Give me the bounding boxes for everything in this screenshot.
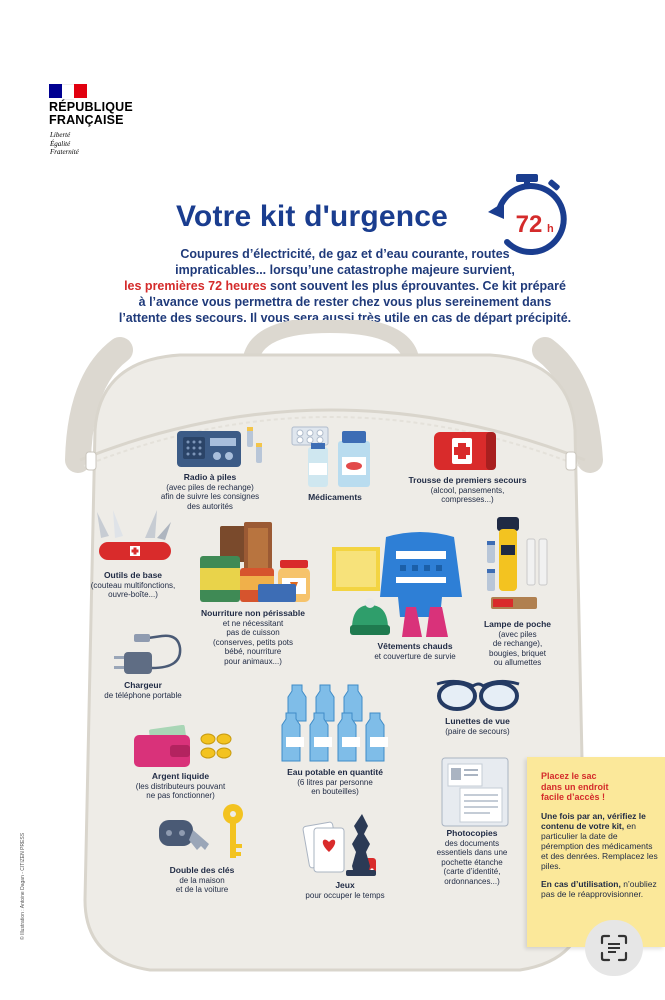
reminder-note — [527, 757, 665, 947]
item-meds: Médicaments — [308, 492, 362, 502]
flashlight-icon — [483, 515, 553, 615]
item-cash: Argent liquide (les distributeurs pouvant ne pas fonctionner) — [135, 771, 226, 800]
timer-value: 72 — [515, 211, 543, 238]
phone-charger-icon — [112, 628, 187, 678]
item-charger: Chargeur de téléphone portable — [104, 680, 182, 700]
item-tools: Outils de base (couteau multifonctions, ouvre-boîte...) — [90, 570, 176, 599]
document-copies-icon — [440, 754, 512, 829]
radio-icon — [175, 425, 265, 470]
scan-text-icon — [599, 933, 629, 963]
scan-text-button[interactable] — [585, 920, 643, 976]
games-icon — [302, 812, 387, 880]
canned-food-icon — [198, 520, 313, 605]
illustration-credit: © Illustration : Antoine Dagan - CITIZEN PRESS — [20, 832, 26, 940]
page-title: Votre kit d'urgence — [175, 200, 449, 233]
logo-wordmark: RÉPUBLIQUE FRANÇAISE — [49, 100, 133, 127]
first-aid-kit-icon — [432, 428, 502, 473]
note-paragraph-2: En cas d’utilisation, n’oubliez pas de le réapprovisionner. — [541, 878, 657, 899]
republique-flag — [49, 84, 87, 98]
note-heading: Placez le sac dans un endroit facile d’accès ! — [541, 771, 609, 802]
keys-icon — [155, 800, 250, 865]
cash-wallet-icon — [130, 725, 240, 770]
item-radio: Radio à piles (avec piles de rechange) afin de suivre les consignes des autorités — [160, 472, 260, 511]
timer-unit: h — [547, 223, 554, 235]
item-clothes: Vêtements chauds et couverture de survie — [374, 641, 456, 661]
note-paragraph-1: Une fois par an, vérifiez le contenu de votre kit, en particulier la date de péremption des médicaments et des denrées. Remplacez les piles. — [541, 810, 658, 871]
glasses-icon — [433, 676, 523, 712]
intro-text: Coupures d’électricité, de gaz et d’eau courante, routes impraticables... lorsqu’une catastrophe majeure survient, les premières 72 heures sont souvent les plus éprouvantes. Ce kit préparé à l’avance vous permettra de rester chez vous plus sereinement dans l’attente des secours. Il vous sera aussi très utile en cas de départ précipité. — [118, 247, 572, 325]
water-bottles-icon — [280, 675, 390, 765]
item-water: Eau potable en quantité (6 litres par personne en bouteilles) — [287, 767, 383, 796]
item-torch: Lampe de poche (avec piles de rechange), bougies, briquet ou allumettes — [483, 619, 552, 667]
warm-clothes-icon — [330, 525, 465, 640]
multitool-knife-icon — [95, 508, 175, 568]
item-keys: Double des clés de la maison et de la voiture — [169, 865, 235, 894]
item-food: Nourriture non périssable et ne nécessitant pas de cuisson (conserves, petits pots bébé, nourriture pour animaux...) — [201, 608, 305, 666]
item-first-aid: Trousse de premiers secours (alcool, pansements, compresses...) — [408, 475, 527, 504]
item-glasses: Lunettes de vue (paire de secours) — [445, 716, 510, 736]
item-games: Jeux pour occuper le temps — [305, 880, 385, 900]
item-docs: Photocopies des documents essentiels dans une pochette étanche (carte d’identité, ordonnances...) — [436, 828, 508, 886]
logo-motto: Liberté Égalité Fraternité — [50, 131, 79, 156]
medicine-icon — [290, 425, 375, 490]
intro-highlight: les premières 72 heures — [124, 279, 267, 293]
